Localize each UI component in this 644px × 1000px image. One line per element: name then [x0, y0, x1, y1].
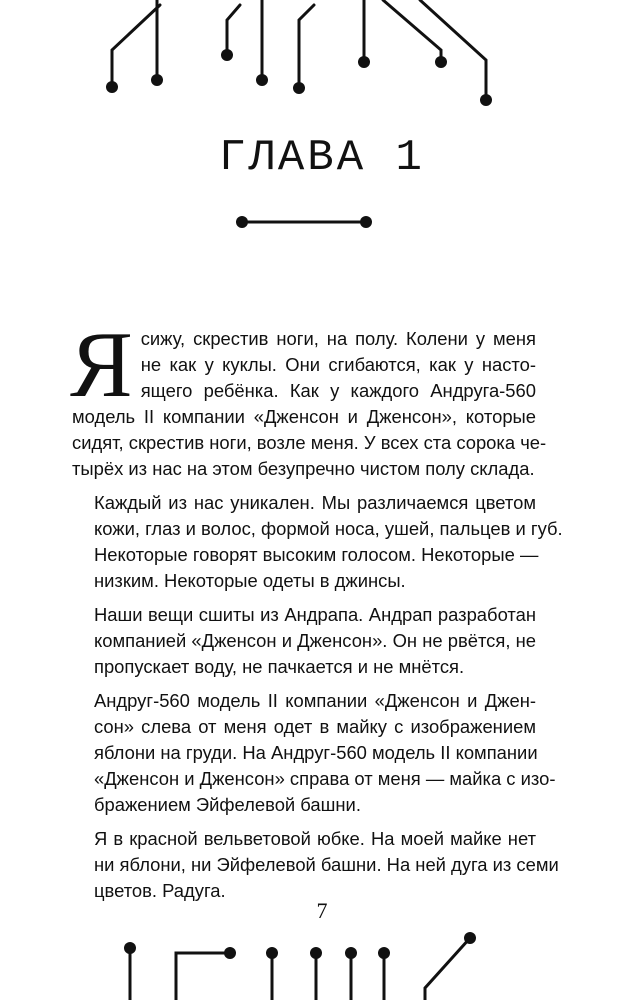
bottom-circuit-ornament-icon — [0, 920, 644, 1000]
text-line: сон» слева от меня одет в майку с изображением — [94, 716, 536, 737]
text-line: ящего ребёнка. Как у каждого Андруга-560 — [140, 380, 536, 401]
text-line: Каждый из нас уникален. Мы различаемся цветом — [94, 492, 536, 513]
text-line: пропускает воду, не пачкается и не мнётся. — [94, 656, 465, 677]
text-line: Андруг-560 модель II компании «Дженсон и Джен- — [94, 690, 536, 711]
title-divider-icon — [234, 212, 374, 232]
paragraph-1 — [70, 313, 547, 482]
chapter-text — [70, 313, 563, 904]
text-line: не как у куклы. Они сгибаются, как у насто- — [140, 354, 536, 375]
text-line: цветов. Радуга. — [94, 880, 226, 901]
text-line: тырёх из нас на этом безупречно чистом полу склада. — [72, 458, 535, 479]
text-line: яблони на груди. На Андруг-560 модель II компании — [94, 742, 538, 763]
text-line: сижу, скрестив ноги, на полу. Колени у меня — [140, 328, 536, 349]
text-line: ни яблони, ни Эйфелевой башни. На ней дуга из семи — [94, 854, 559, 875]
text-line: сидят, скрестив ноги, возле меня. У всех ста сорока че- — [72, 432, 547, 453]
text-line: бражением Эйфелевой башни. — [94, 794, 361, 815]
paragraph-5 — [72, 826, 559, 904]
text-line: Наши вещи сшиты из Андрапа. Андрап разработан — [94, 604, 536, 625]
drop-cap: Я — [70, 313, 133, 417]
page-number: 7 — [316, 898, 328, 923]
paragraph-2 — [72, 490, 563, 594]
text-line: «Дженсон и Дженсон» справа от меня — майка с изо- — [94, 768, 556, 789]
text-line: компанией «Дженсон и Дженсон». Он не рвётся, не — [94, 630, 536, 651]
chapter-title: ГЛАВА 1 — [219, 133, 425, 183]
paragraph-3 — [72, 602, 536, 680]
paragraph-4 — [72, 688, 556, 818]
top-circuit-ornament-icon — [0, 0, 644, 110]
text-line: низким. Некоторые одеты в джинсы. — [94, 570, 406, 591]
text-line: кожи, глаз и волос, формой носа, ушей, пальцев и губ. — [94, 518, 563, 539]
text-line: Я в красной вельветовой юбке. На моей майке нет — [94, 828, 536, 849]
text-line: Некоторые говорят высоким голосом. Некоторые — — [94, 544, 539, 565]
text-line: модель II компании «Дженсон и Дженсон», которые — [72, 406, 536, 427]
